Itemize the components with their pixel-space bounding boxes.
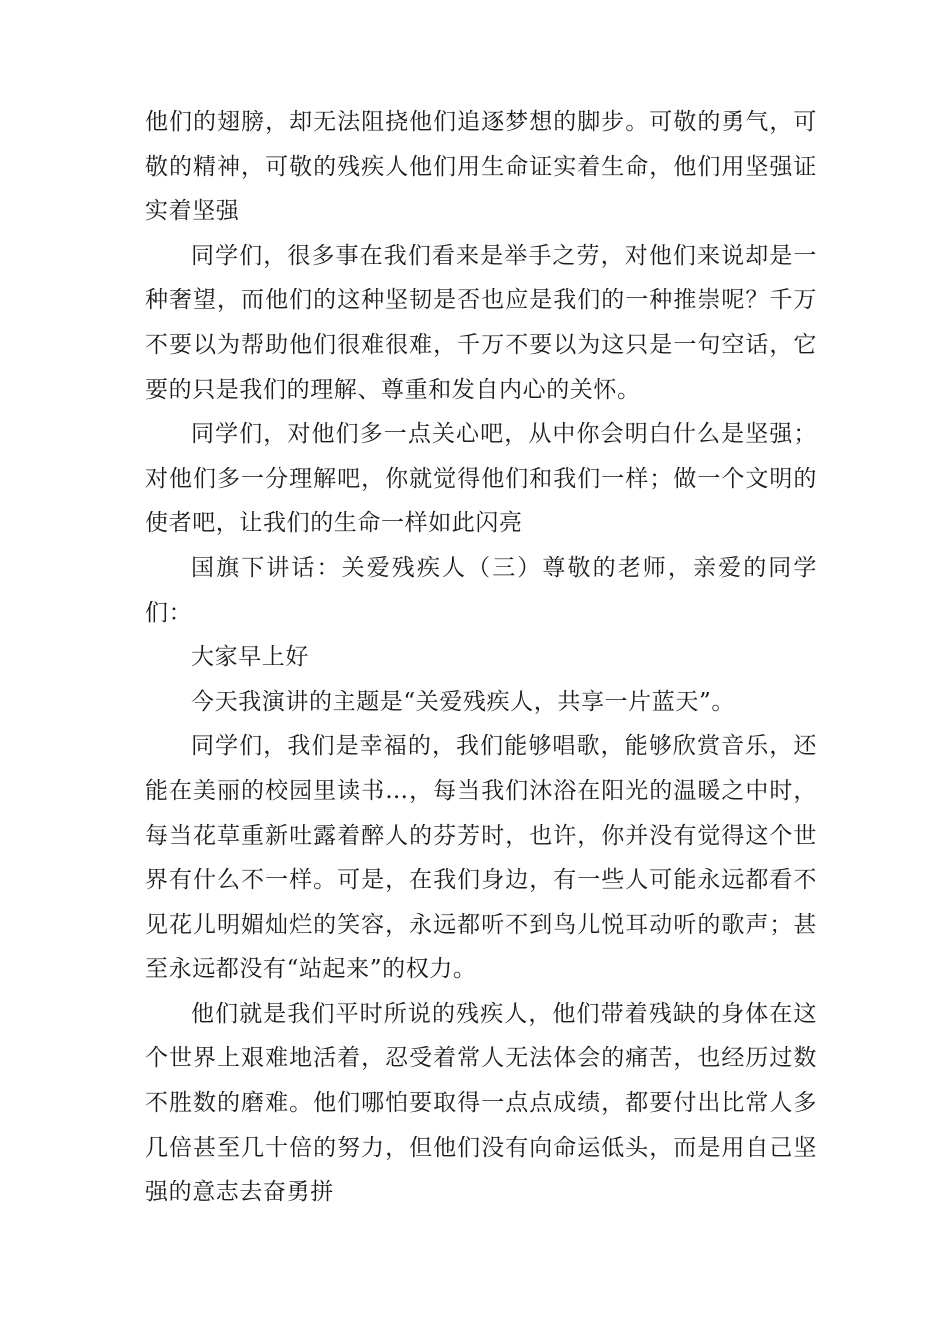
paragraph-3: 同学们，对他们多一点关心吧，从中你会明白什么是坚强；对他们多一分理解吧，你就觉得他们和我们一样；做一个文明的使者吧，让我们的生命一样如此闪亮 (145, 421, 817, 537)
speech-topic: 今天我演讲的主题是“关爱残疾人，共享一片蓝天”。 (191, 688, 735, 715)
speech-heading: 国旗下讲话：关爱残疾人（三）尊敬的老师，亲爱的同学们： (145, 554, 817, 626)
paragraph-8: 他们就是我们平时所说的残疾人，他们带着残缺的身体在这个世界上艰难地活着，忍受着常人无法体会的痛苦，也经历过数不胜数的磨难。他们哪怕要取得一点点成绩，都要付出比常人多几倍甚至几十倍的努力，但他们没有向命运低头，而是用自己坚强的意志去奋勇拼 (145, 1000, 817, 1206)
greeting: 大家早上好 (191, 644, 309, 671)
paragraph-2: 同学们，很多事在我们看来是举手之劳，对他们来说却是一种奢望，而他们的这种坚韧是否也应是我们的一种推崇呢？千万不要以为帮助他们很难很难，千万不要以为这只是一句空话，它要的只是我们的理解、尊重和发自内心的关怀。 (145, 242, 817, 403)
paragraph-7: 同学们，我们是幸福的，我们能够唱歌，能够欣赏音乐，还能在美丽的校园里读书…，每当我们沐浴在阳光的温暖之中时，每当花草重新吐露着醉人的芬芳时，也许，你并没有觉得这个世界有什么不一样。可是，在我们身边，有一些人可能永远都看不见花儿明媚灿烂的笑容，永远都听不到鸟儿悦耳动听的歌声；甚至永远都没有“站起来”的权力。 (145, 733, 817, 983)
paragraph-1: 他们的翅膀，却无法阻挠他们追逐梦想的脚步。可敬的勇气，可敬的精神，可敬的残疾人他们用生命证实着生命，他们用坚强证实着坚强 (145, 109, 817, 225)
document-body (145, 100, 817, 1215)
